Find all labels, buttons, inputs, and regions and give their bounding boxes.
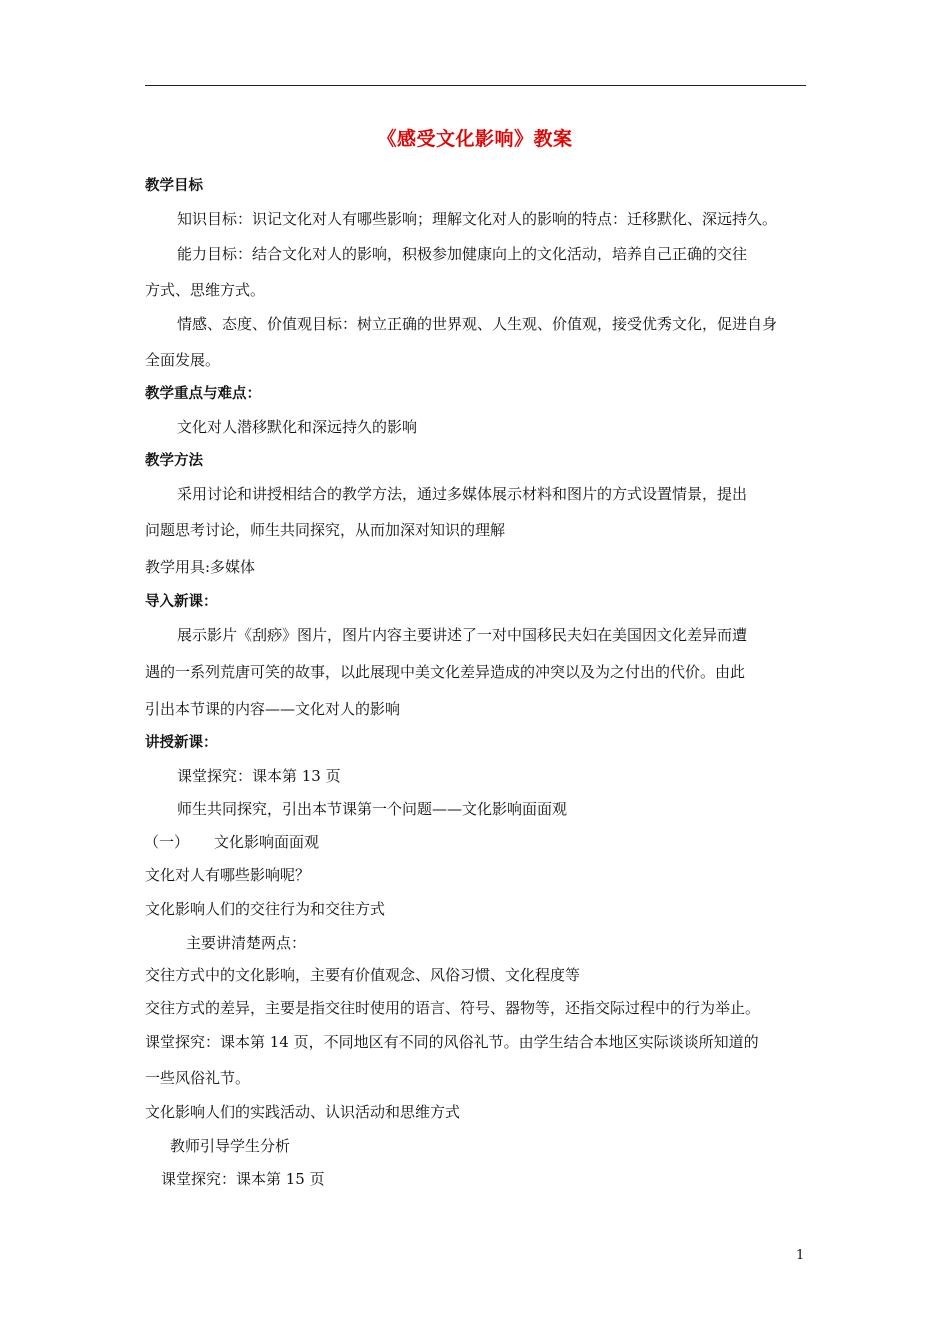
explore-page14-line1: 课堂探究：课本第 14 页，不同地区有不同的风俗礼节。由学生结合本地区实际谈谈所知道的 (145, 1033, 759, 1051)
explore-lead: 师生共同探究，引出本节课第一个问题——文化影响面面观 (177, 800, 568, 818)
explore-page13: 课堂探究：课本第 13 页 (177, 767, 341, 785)
goal-ability-line2: 方式、思维方式。 (145, 281, 266, 299)
point-a: 交往方式中的文化影响，主要有价值观念、风俗习惯、文化程度等 (145, 966, 581, 984)
point-communication: 文化影响人们的交往行为和交往方式 (145, 900, 386, 918)
key-text: 文化对人潜移默化和深远持久的影响 (177, 418, 418, 436)
intro-line3: 引出本节课的内容——文化对人的影响 (145, 700, 401, 718)
goal-emotion-line2: 全面发展。 (145, 351, 221, 369)
goal-emotion-line1: 情感、态度、价值观目标：树立正确的世界观、人生观、价值观，接受优秀文化，促进自身 (177, 315, 778, 333)
teaching-tools: 教学用具:多媒体 (145, 558, 256, 576)
intro-heading: 导入新课： (145, 594, 218, 610)
goal-knowledge: 知识目标：识记文化对人有哪些影响；理解文化对人的影响的特点：迁移默化、深远持久。 (177, 210, 778, 228)
intro-line2: 遇的一系列荒唐可笑的故事，以此展现中美文化差异造成的冲突以及为之付出的代价。由此 (145, 663, 746, 681)
explore-page15: 课堂探究：课本第 15 页 (161, 1170, 325, 1188)
part1-heading (144, 832, 320, 852)
point-practice: 文化影响人们的实践活动、认识活动和思维方式 (145, 1103, 461, 1121)
explore-page14-line2: 一些风俗礼节。 (145, 1069, 251, 1087)
method-line2: 问题思考讨论，师生共同探究，从而加深对知识的理解 (145, 521, 506, 539)
document-title: 《感受文化影响》教案 (377, 128, 573, 150)
goal-ability-line1: 能力目标：结合文化对人的影响，积极参加健康向上的文化活动，培养自己正确的交往 (177, 245, 748, 263)
header-rule (145, 85, 806, 86)
key-heading: 教学重点与难点： (145, 386, 261, 402)
part1-number: （一） (144, 833, 190, 851)
method-line1: 采用讨论和讲授相结合的教学方法，通过多媒体展示材料和图片的方式设置情景，提出 (177, 485, 748, 503)
teacher-guide: 教师引导学生分析 (170, 1137, 291, 1155)
method-heading: 教学方法 (145, 453, 203, 469)
point-b: 交往方式的差异，主要是指交往时使用的语言、符号、器物等，还指交际过程中的行为举止。 (145, 999, 761, 1017)
part1-title: 文化影响面面观 (214, 833, 320, 851)
page-number: 1 (796, 1248, 805, 1263)
lecture-heading: 讲授新课： (145, 735, 218, 751)
goals-heading: 教学目标 (145, 178, 203, 194)
two-points-lead: 主要讲清楚两点： (186, 934, 307, 952)
question-influence: 文化对人有哪些影响呢？ (145, 866, 311, 884)
intro-line1: 展示影片《刮痧》图片，图片内容主要讲述了一对中国移民夫妇在美国因文化差异而遭 (177, 626, 748, 644)
